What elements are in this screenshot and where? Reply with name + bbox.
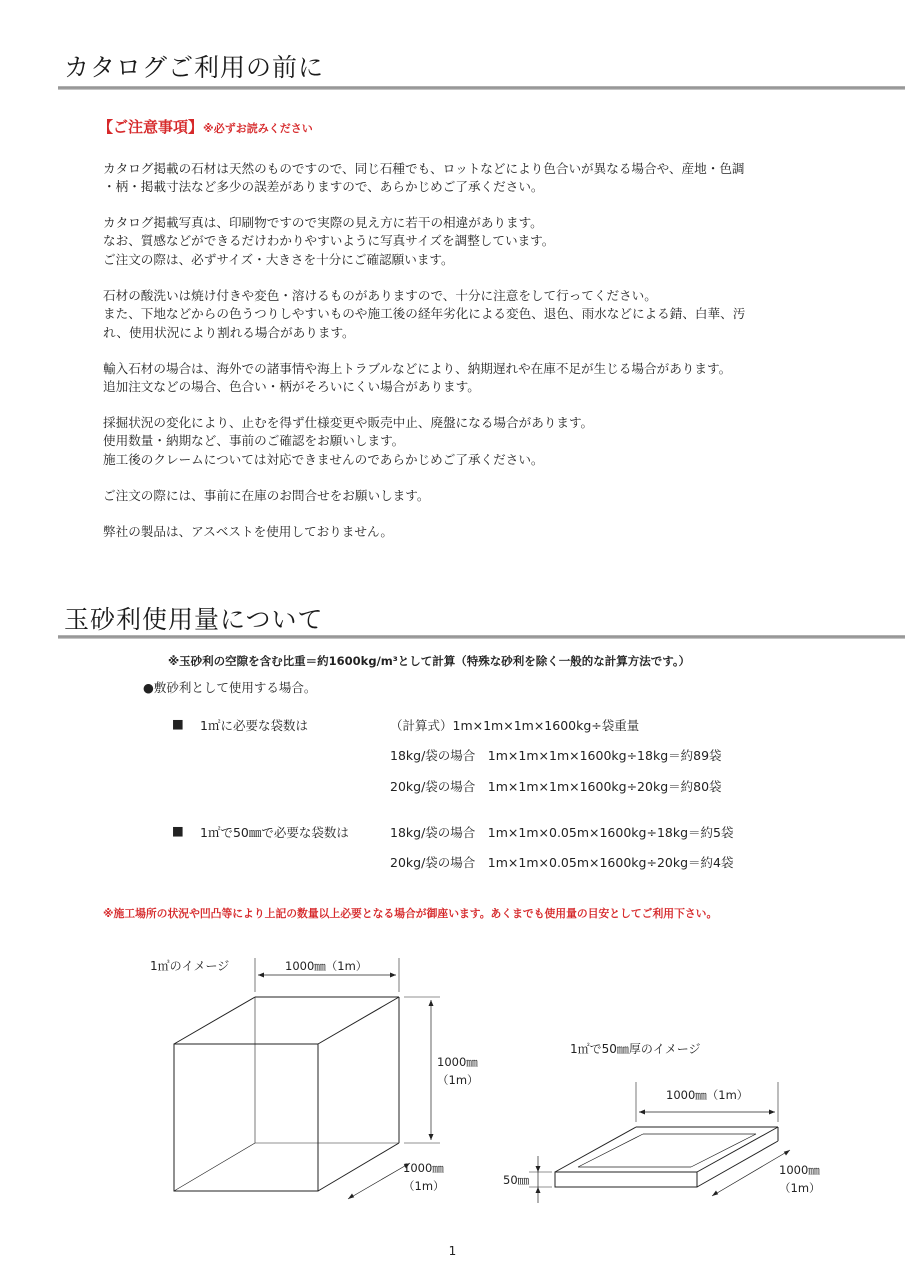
cube-depth-label: 1000㎜ <box>403 1161 444 1175</box>
cube-width-label: 1000㎜（1m） <box>285 959 368 973</box>
notice-line: なお、質感などができるだけわかりやすいように写真サイズを調整しています。 <box>103 233 555 249</box>
notice-line: 採掘状況の変化により、止むを得ず仕様変更や販売中止、廃盤になる場合があります。 <box>103 415 594 430</box>
notice-line: 施工後のクレームについては対応できませんのであらかじめご了承ください。 <box>103 451 544 467</box>
notice-line: ・柄・掲載寸法など多少の誤差がありますので、あらかじめご了承ください。 <box>103 179 544 195</box>
notice-line: 石材の酸洗いは焼け付きや変色・溶けるものがありますので、十分に注意をして行ってください。 <box>103 288 657 303</box>
slab-diagram <box>555 1127 778 1187</box>
cube-diagram <box>174 997 399 1191</box>
slab-depth-unit: （1m） <box>779 1181 821 1195</box>
calc-18kg-1m: 18kg/袋の場合 1m×1m×1m×1600kg÷18kg＝約89袋 <box>390 748 722 763</box>
notice-line: れ、使用状況により割れる場合があります。 <box>103 324 355 340</box>
calc-20kg-1m: 20kg/袋の場合 1m×1m×1m×1600kg÷20kg＝約80袋 <box>390 779 722 794</box>
cube-depth-unit: （1m） <box>403 1179 445 1193</box>
notice-line: ご注文の際は、必ずサイズ・大きさを十分にご確認願います。 <box>103 251 454 267</box>
notice-paragraph <box>103 160 803 197</box>
notice-heading <box>98 116 313 137</box>
section-title-catalog: カタログご利用の前に <box>64 53 325 82</box>
bullet-icon: ■ <box>172 716 184 731</box>
calculation-basis-note: ※玉砂利の空隙を含む比重＝約1600kg/m³として計算（特殊な砂利を除く一般的な計算方法です。） <box>168 654 691 668</box>
per-sqm-50mm-label: 1㎡で50㎜で必要な袋数は <box>200 825 349 840</box>
title-rule <box>58 86 905 90</box>
formula-text: （計算式）1m×1m×1m×1600kg÷袋重量 <box>390 718 640 733</box>
notice-line: 輸入石材の場合は、海外での諸事情や海上トラブルなどにより、納期遅れや在庫不足が生じる場合があります。 <box>103 361 732 376</box>
volume-illustrations <box>0 940 905 1210</box>
cube-caption: 1㎥のイメージ <box>150 959 230 973</box>
slab-thickness-label: 50㎜ <box>503 1173 530 1187</box>
notice-paragraph <box>103 214 803 269</box>
bullet-icon: ■ <box>172 823 184 838</box>
notice-title: 【ご注意事項】 <box>98 118 204 136</box>
notice-paragraph <box>103 487 803 505</box>
usage-warning: ※施工場所の状況や凹凸等により上記の数量以上必要となる場合が御座います。あくまでも使用量の目安としてご利用下さい。 <box>103 907 718 920</box>
notice-paragraph <box>103 523 803 541</box>
notice-line: 使用数量・納期など、事前のご確認をお願いします。 <box>103 433 405 449</box>
slab-depth-label: 1000㎜ <box>779 1163 820 1177</box>
notice-subtitle: ※必ずお読みください <box>203 122 313 135</box>
notice-line: ご注文の際には、事前に在庫のお問合せをお願いします。 <box>103 488 430 503</box>
notice-line: 弊社の製品は、アスベストを使用しておりません。 <box>103 524 393 539</box>
section-title-gravel: 玉砂利使用量について <box>64 605 324 634</box>
notice-paragraph <box>103 360 803 397</box>
page-number: 1 <box>448 1244 457 1258</box>
usage-heading: ●敷砂利として使用する場合。 <box>143 680 317 695</box>
notice-paragraph <box>103 414 803 469</box>
per-sqm-label: 1㎡に必要な袋数は <box>200 718 308 733</box>
title-rule <box>58 635 905 639</box>
notice-line: カタログ掲載の石材は天然のものですので、同じ石種でも、ロットなどにより色合いが異なる場合や、産地・色調 <box>103 161 745 176</box>
notice-line: 追加注文などの場合、色合い・柄がそろいにくい場合があります。 <box>103 379 480 395</box>
slab-caption: 1㎡で50㎜厚のイメージ <box>570 1042 701 1056</box>
notice-line: また、下地などからの色うつりしやすいものや施工後の経年劣化による変色、退色、雨水などによる錆、白華、汚 <box>103 306 746 322</box>
slab-width-label: 1000㎜（1m） <box>666 1088 749 1102</box>
cube-height-label: 1000㎜ <box>437 1055 478 1069</box>
calc-18kg-50mm: 18kg/袋の場合 1m×1m×0.05m×1600kg÷18kg＝約5袋 <box>390 825 734 840</box>
notice-paragraph <box>103 287 803 342</box>
cube-height-unit: （1m） <box>437 1073 479 1087</box>
calc-20kg-50mm: 20kg/袋の場合 1m×1m×0.05m×1600kg÷20kg＝約4袋 <box>390 855 734 870</box>
notice-line: カタログ掲載写真は、印刷物ですので実際の見え方に若干の相違があります。 <box>103 215 543 230</box>
